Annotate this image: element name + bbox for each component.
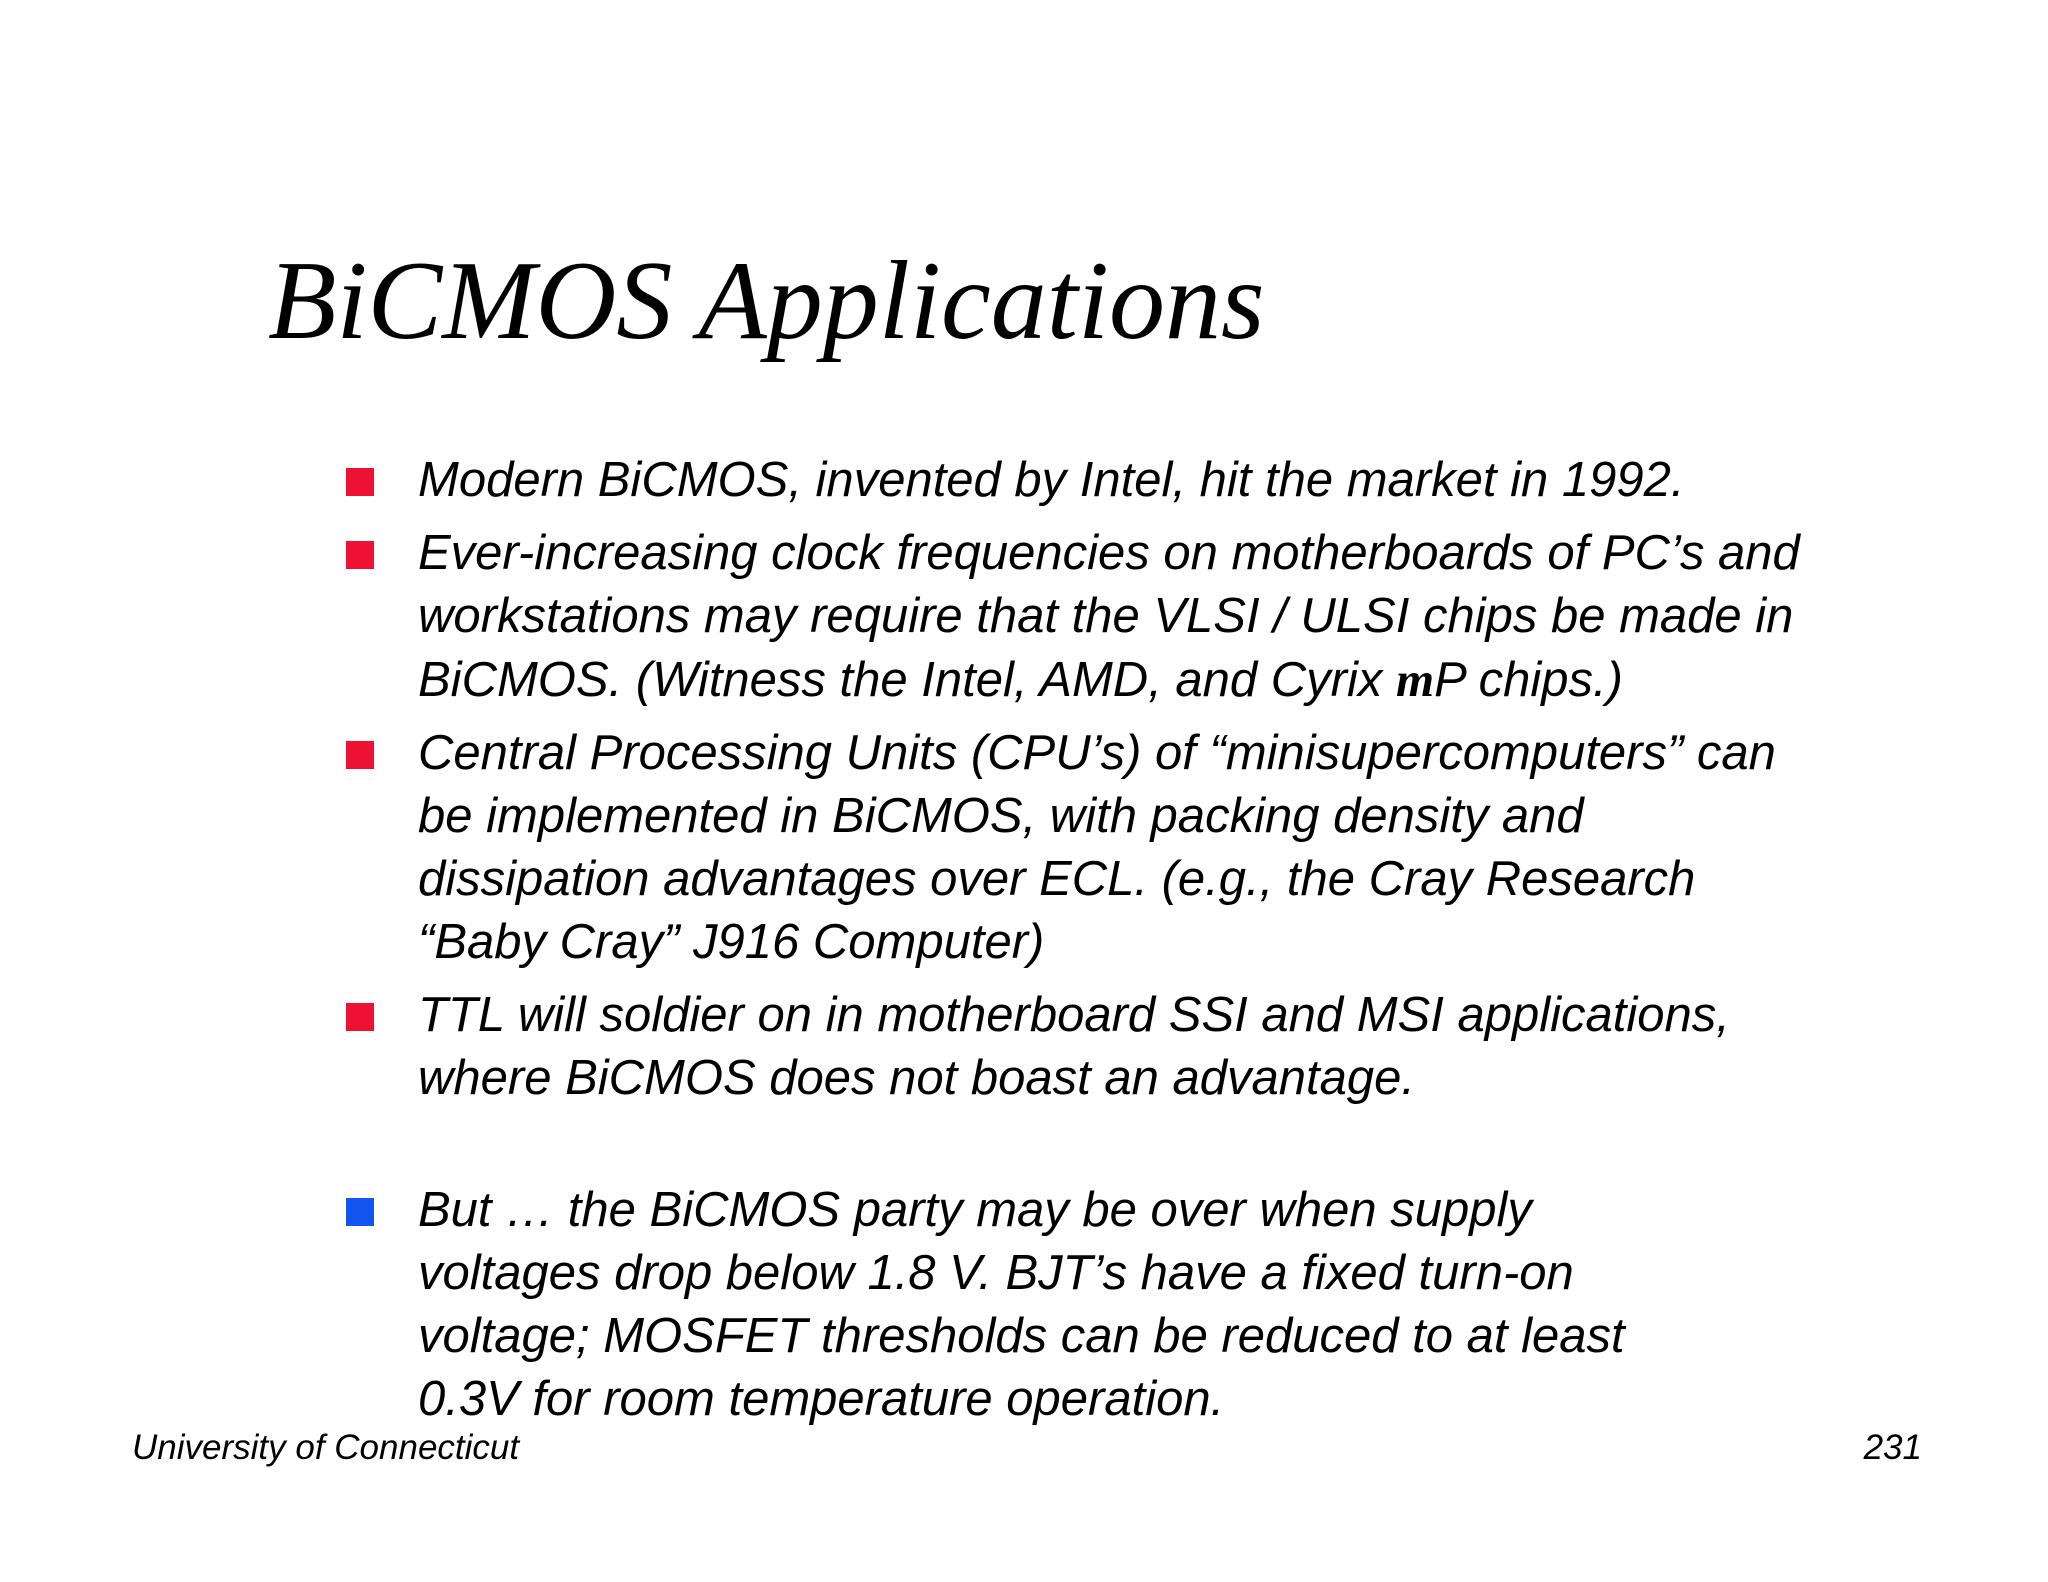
red-square-bullet-icon xyxy=(346,1003,374,1031)
bullet-line: voltage; MOSFET thresholds can be reduced to at least xyxy=(418,1309,1625,1363)
micro-symbol: m xyxy=(1396,652,1435,707)
red-square-bullet-icon xyxy=(346,468,374,496)
bullet-line: 0.3V for room temperature operation. xyxy=(418,1372,1225,1426)
bullet-text xyxy=(418,522,1918,712)
bullet-text xyxy=(418,1179,1918,1431)
bullet-line-text: BiCMOS. (Witness the Intel, AMD, and Cyrix xyxy=(418,653,1396,707)
footer-institution: University of Connecticut xyxy=(132,1428,520,1467)
bullet-line xyxy=(418,648,1918,712)
bullet-line-text: P chips.) xyxy=(1434,653,1623,707)
bullet-line: voltages drop below 1.8 V. BJT’s have a fixed turn-on xyxy=(418,1246,1574,1300)
red-square-bullet-icon xyxy=(346,741,374,769)
bullet-text xyxy=(418,449,1918,512)
bullet-line: dissipation advantages over ECL. (e.g., the Cray Research xyxy=(418,852,1696,906)
bullet-line: Ever-increasing clock frequencies on motherboards of PC’s and xyxy=(418,526,1800,580)
slide-title: BiCMOS Applications xyxy=(268,239,1265,363)
red-square-bullet-icon xyxy=(346,541,374,569)
bullet-line: TTL will soldier on in motherboard SSI and MSI applications, xyxy=(418,988,1730,1042)
bullet-text xyxy=(418,984,1918,1110)
bullet-line: workstations may require that the VLSI / ULSI chips be made in xyxy=(418,589,1794,643)
bullet-line: Central Processing Units (CPU’s) of “minisupercomputers” can xyxy=(418,726,1776,780)
bullet-line: Modern BiCMOS, invented by Intel, hit the market in 1992. xyxy=(418,453,1685,507)
bullet-line: “Baby Cray” J916 Computer) xyxy=(418,915,1045,969)
bullet-line: be implemented in BiCMOS, with packing density and xyxy=(418,789,1584,843)
bullet-line: where BiCMOS does not boast an advantage. xyxy=(418,1051,1415,1105)
bullet-line: But … the BiCMOS party may be over when supply xyxy=(418,1183,1532,1237)
bullet-text xyxy=(418,722,1918,974)
page-number: 231 xyxy=(1863,1428,1922,1467)
blue-square-bullet-icon xyxy=(346,1198,374,1226)
